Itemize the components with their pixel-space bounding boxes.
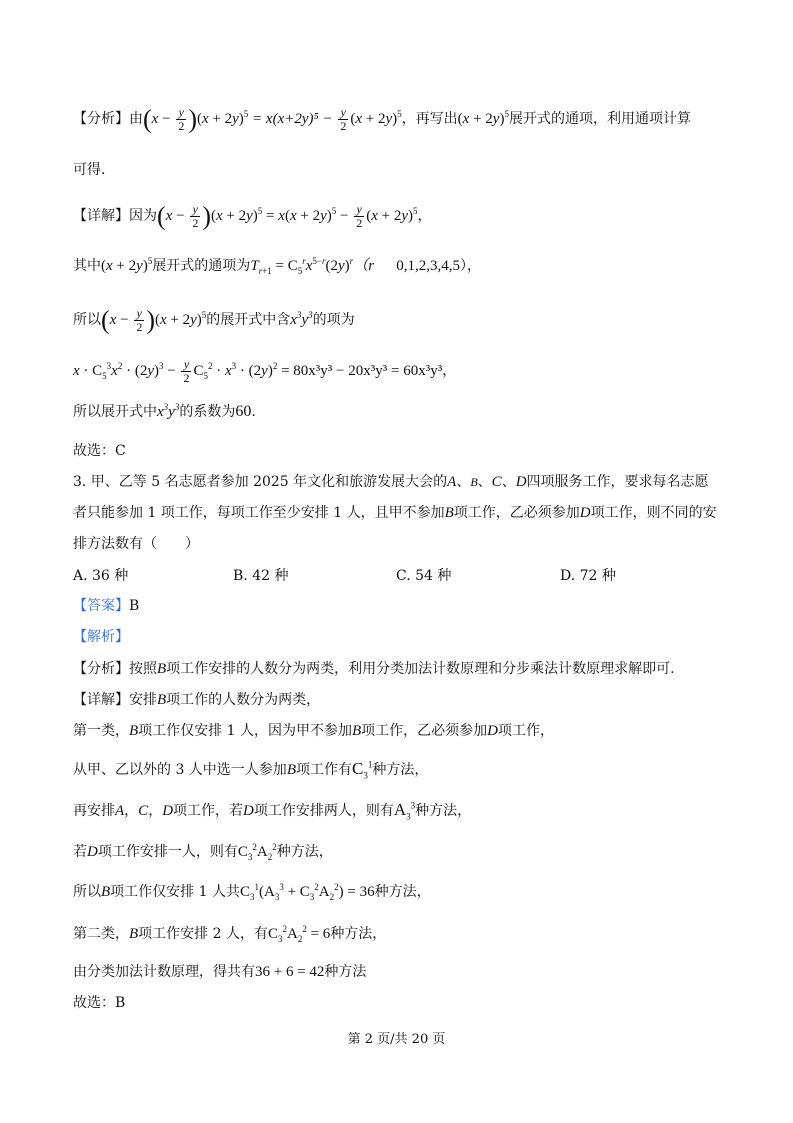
step-4: 若D项工作安排一人，则有$C_3^2A_2^2$种方法， [73,842,333,862]
option-b: B. 42 种 [233,568,289,584]
question-3-line-2: 者只能参加 1 项工作，每项工作至少安排 1 人，且甲不参加B项工作，乙必须参加D项工作，则不同的安 [73,505,717,521]
answer-value: B [129,598,140,614]
detail-2-line: 【详解】安排B项工作的人数分为两类， [73,692,321,708]
step-6: 第二类，B项工作安排 2 人，有$C_3^2A_2^2 = 6$种方法， [73,924,387,944]
option-a: A. 36 种 [73,568,129,584]
step-7: 由分类加法计数原理，得共有36 + 6 = 42种方法 [73,964,367,980]
analysis-2-line: 【分析】按照B项工作安排的人数分为两类，利用分类加法计数原理和分步乘法计数原理求解即可. [73,661,675,677]
step-1: 第一类，B项工作仅安排 1 人，因为甲不参加B项工作，乙必须参加D项工作， [73,723,554,739]
question-3-line-1: 3. 甲、乙等 5 名志愿者参加 2025 年文化和旅游发展大会的A、B、C、D四项服务工作，要求每名志愿 [73,474,709,490]
expression-factor: (x − $\frac{y}{2}$ )$(x + 2y)^5$ [143,104,249,134]
expansion-eq: = x(x+2y)⁵ − [252,110,337,127]
step-2: 从甲、乙以外的 3 人中选一人参加B项工作有$C_3^1$种方法， [73,759,429,781]
question-3-line-3: 排方法数有（ ） [73,536,199,552]
analysis-line-1: 【分析】由(x − $\frac{y}{2}$ )$(x + 2y)^5 = x(x+2y)^5$ − $\frac{y}{2}$ $(x + 2y)^5$，再写出$(x + 2y)^5$展开式的通项，利用通项计算 [73,104,691,134]
detail-line-1: 【详解】因为(x − $\frac{y}{2}$ )$(x + 2y)^5 = x(x + 2y)^5$ − $\frac{y}{2}$ $(x + 2y)^5$， [73,201,432,231]
jiexi-tag: 【解析】 [73,629,129,645]
page-footer: 第 2 页/共 20 页 [347,1032,446,1047]
analysis-line-2: 可得. [73,162,106,178]
choice-2: 故选：B [73,995,126,1011]
coefficient-line: 所以展开式中$x^3y^3$的系数为60. [73,402,256,420]
option-d: D. 72 种 [560,568,616,584]
step-5: 所以B项工作仅安排 1 人共$C_3^1(A_3^3 + C_3^2A_2^2) = 36$种方法， [73,882,431,902]
step-3: 再安排A，C，D项工作，若D项工作安排两人，则有$A_3^3$种方法， [73,800,472,822]
option-c: C. 54 种 [396,568,452,584]
choice-1: 故选：C [73,443,126,459]
answer-line [73,596,139,616]
computation-line: $x \cdot C_5^3x^2 \cdot (2y)^3$ − $\frac{y}{2}$ $C_5^2 \cdot x^3 \cdot (2y)^2 = 80x^3y^3 - 20x^3y^3 = 60x^3y^3$， [73,357,457,385]
find-term-line: 所以(x − $\frac{y}{2}$ )$(x + 2y)^5$的展开式中含$x^3y^3$的项为 [73,305,355,335]
analysis-tag: 【分析】 [73,110,129,127]
answer-tag: 【答案】 [73,598,129,614]
general-term-line: 其中$(x + 2y)^5$展开式的通项为$T_{r+1} = C_5^rx^{5-r}(2y)^r(r$ 0,1,2,3,4,5）， [73,256,482,276]
